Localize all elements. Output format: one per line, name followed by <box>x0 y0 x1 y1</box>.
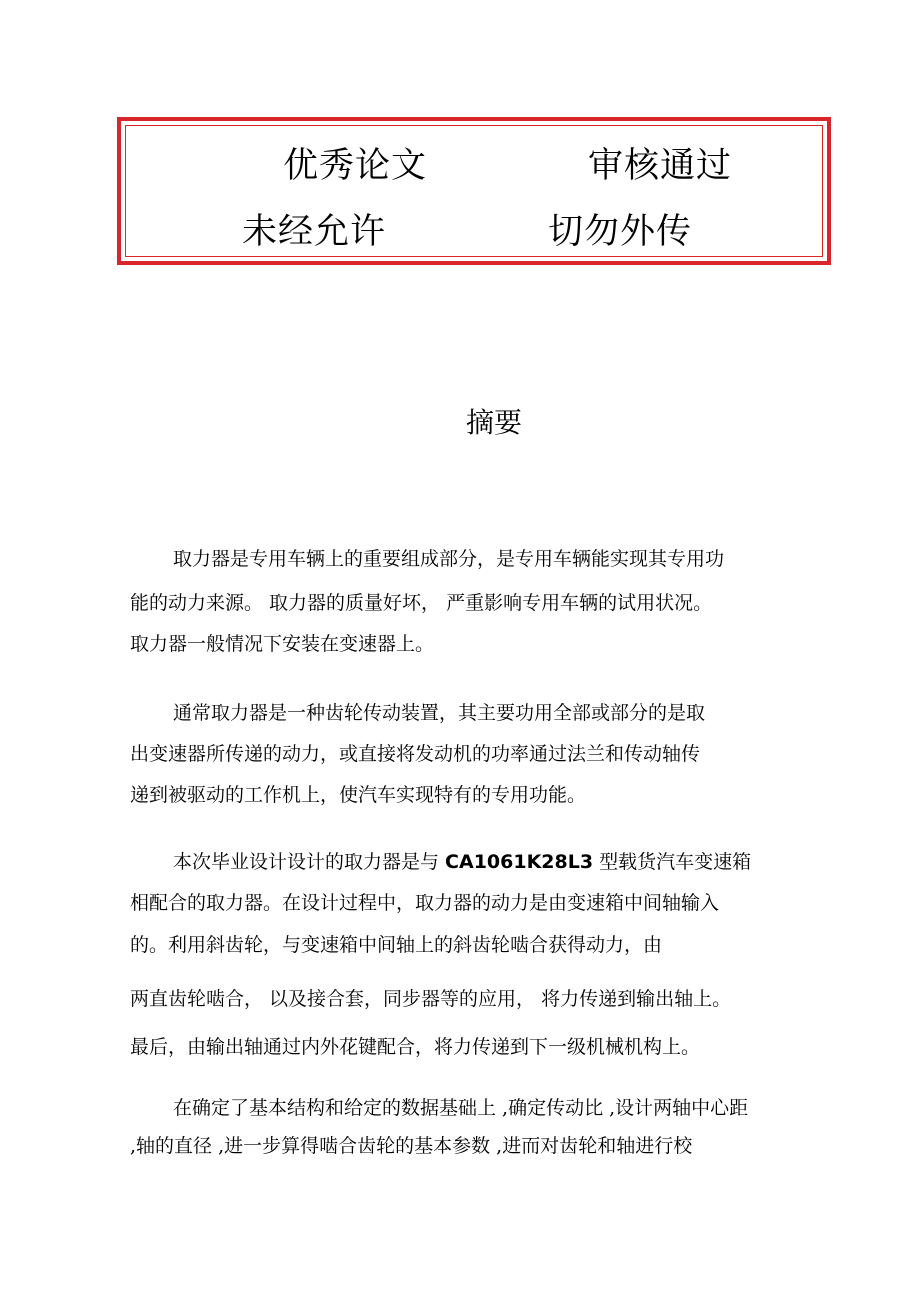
p4-line2: ,轴的直径 ,进一步算得啮合齿轮的基本参数 ,进而对齿轮和轴进行校 <box>130 1135 693 1157</box>
vehicle-model-code: CA1061K28L3 <box>445 851 594 873</box>
p2-line1: 通常取力器是一种齿轮传动装置，其主要功用全部或部分的是取 <box>173 702 706 724</box>
banner-line2-right: 切勿外传 <box>548 212 693 252</box>
banner-inner-border <box>125 125 823 257</box>
p1-line1: 取力器是专用车辆上的重要组成部分，是专用车辆能实现其专用功 <box>173 548 725 570</box>
p1-line3: 取力器一般情况下安装在变速器上。 <box>130 633 435 655</box>
p3-line4: 两直齿轮啮合， 以及接合套，同步器等的应用， 将力传递到输出轴上。 <box>130 988 732 1010</box>
banner-line2-left: 未经允许 <box>242 212 387 252</box>
abstract-title: 摘要 <box>465 406 522 439</box>
p2-line2: 出变速器所传递的动力，或直接将发动机的功率通过法兰和传动轴传 <box>130 743 701 765</box>
p3-line1-after: 型载货汽车变速箱 <box>593 851 752 873</box>
p3-line2: 相配合的取力器。在设计过程中，取力器的动力是由变速箱中间轴输入 <box>130 892 720 914</box>
p4-line1: 在确定了基本结构和给定的数据基础上 ,确定传动比 ,设计两轴中心距 <box>173 1097 749 1119</box>
p3-line5: 最后，由输出轴通过内外花键配合，将力传递到下一级机械机构上。 <box>130 1036 701 1058</box>
banner-line1-left: 优秀论文 <box>283 146 428 186</box>
p3-line1-before: 本次毕业设计设计的取力器是与 <box>173 851 446 873</box>
approval-banner <box>117 117 831 265</box>
p1-line2: 能的动力来源。 取力器的质量好坏， 严重影响专用车辆的试用状况。 <box>130 592 713 614</box>
p2-line3: 递到被驱动的工作机上，使汽车实现特有的专用功能。 <box>130 784 587 806</box>
p3-line3: 的。利用斜齿轮，与变速箱中间轴上的斜齿轮啮合获得动力，由 <box>130 934 663 956</box>
p3-line1 <box>173 849 751 875</box>
banner-line1-right: 审核通过 <box>588 146 733 186</box>
